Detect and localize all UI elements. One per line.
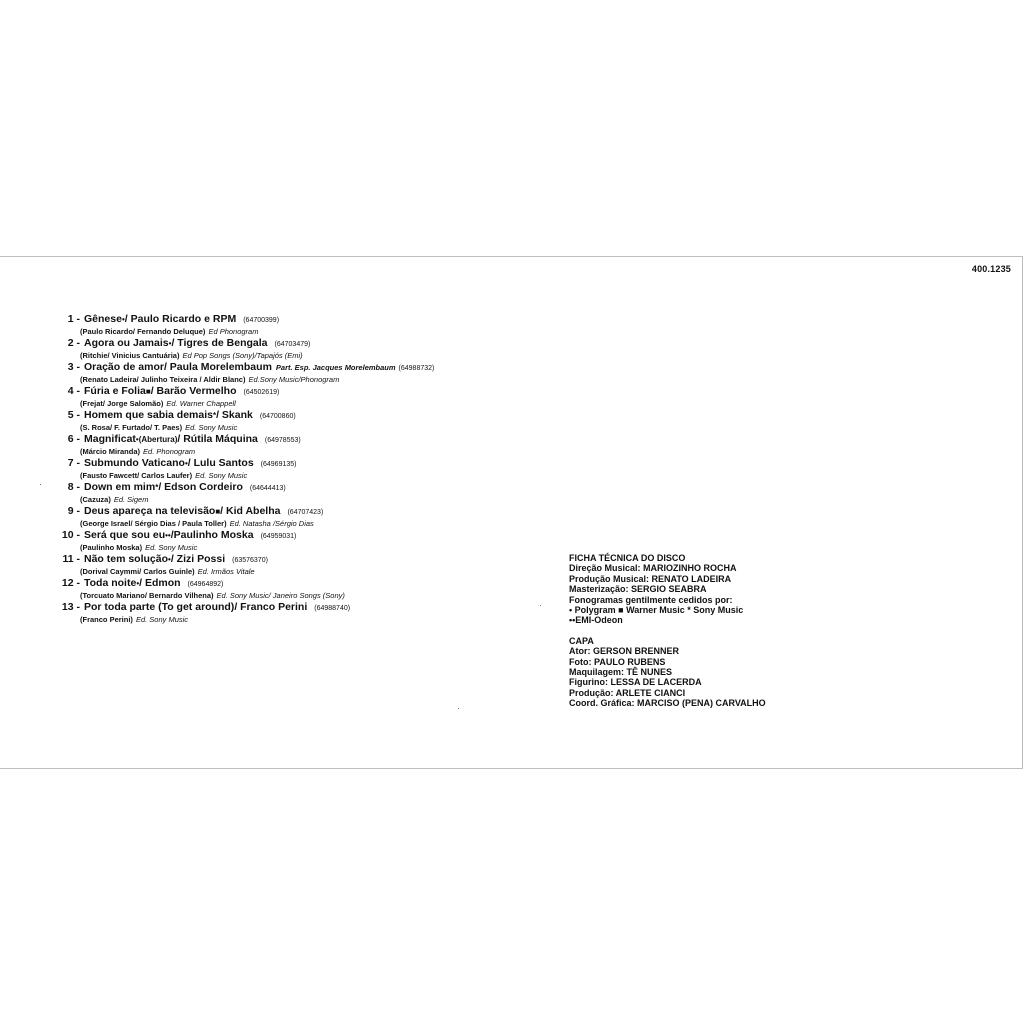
track-artist: / Edson Cordeiro — [158, 481, 243, 493]
print-speck — [458, 708, 459, 709]
track-item — [56, 577, 536, 601]
credit-figurino: Figurino: LESSA DE LACERDA — [569, 677, 702, 688]
track-number: 11 - — [62, 553, 80, 565]
track-artist: / Edmon — [139, 577, 181, 589]
track-artist: / Zizi Possi — [170, 553, 226, 565]
track-credit-line — [56, 495, 536, 505]
track-number: 13 - — [61, 601, 80, 613]
track-authors: (Fausto Fawcett/ Carlos Laufer) — [80, 471, 193, 480]
track-number: 7 - — [67, 457, 80, 469]
track-credit-line — [56, 591, 536, 601]
label-mark: • — [168, 555, 171, 564]
track-title: Não tem solução — [84, 553, 169, 565]
print-speck — [540, 605, 541, 606]
credits-block — [569, 553, 766, 709]
track-list — [56, 313, 536, 625]
track-publisher: Ed. Sony Music — [195, 471, 248, 480]
track-artist: /Paulinho Moska — [170, 529, 254, 541]
track-artist: / Kid Abelha — [220, 505, 281, 517]
label-mark: •• — [165, 531, 171, 540]
track-title-line — [56, 361, 536, 375]
track-number: 12 - — [61, 577, 80, 589]
track-publisher: Ed. Sigem — [113, 495, 149, 504]
track-title-line — [56, 577, 536, 591]
track-authors: (George Israel/ Sérgio Dias / Paula Toller) — [80, 519, 227, 528]
track-title-line — [56, 409, 536, 423]
track-code: (64700860) — [259, 413, 296, 420]
track-artist: / Franco Perini — [234, 601, 308, 613]
track-title: Magnificat — [84, 433, 136, 445]
track-artist: / Lulu Santos — [187, 457, 254, 469]
track-publisher: Ed. Sony Music — [185, 423, 238, 432]
credit-producao: Produção Musical: RENATO LADEIRA — [569, 573, 732, 584]
track-title: Oração de amor — [84, 361, 164, 373]
credit-coord: Coord. Gráfica: MARCISO (PENA) CARVALHO — [569, 698, 766, 709]
track-title-line — [56, 481, 536, 495]
credit-direcao: Direção Musical: MARIOZINHO ROCHA — [569, 563, 737, 574]
track-code: (64707423) — [287, 509, 324, 516]
track-title: Down em mim — [84, 481, 156, 493]
track-title: Toda noite — [84, 577, 137, 589]
label-mark: ■ — [215, 507, 221, 516]
track-title-line — [56, 601, 536, 615]
track-publisher: Ed. Phonogram — [143, 447, 196, 456]
credit-masterizacao: Masterização: SERGIO SEABRA — [569, 584, 707, 595]
label-mark: * — [212, 411, 217, 420]
track-number: 1 - — [67, 313, 80, 325]
track-title-line — [56, 505, 536, 519]
track-title-line — [56, 457, 536, 471]
label-mark: ■ — [145, 387, 151, 396]
track-authors: (Cazuza) — [80, 495, 111, 504]
track-publisher: Ed. Sony Music/ Janeiro Songs (Sony) — [216, 591, 345, 600]
track-authors: (S. Rosa/ F. Furtado/ T. Paes) — [80, 423, 183, 432]
track-code: (64959031) — [260, 533, 297, 540]
track-title: Gênese — [84, 313, 122, 325]
track-code: (63576370) — [232, 557, 268, 564]
track-item — [56, 601, 536, 625]
track-title: Submundo Vaticano — [84, 457, 185, 469]
track-credit-line — [56, 543, 536, 553]
track-item — [56, 361, 536, 385]
labels-line-2: ••EMI-Odeon — [569, 615, 623, 626]
credit-capa-producao: Produção: ARLETE CIANCI — [569, 687, 686, 698]
track-publisher: Ed. Irmãos Vitale — [197, 567, 255, 576]
ficha-heading: FICHA TÉCNICA DO DISCO — [569, 553, 686, 563]
label-mark: • — [168, 339, 172, 348]
track-code: (64703479) — [274, 341, 311, 348]
track-authors: (Paulinho Moska) — [80, 543, 143, 552]
track-code: (64700399) — [243, 317, 280, 324]
track-artist: / Tigres de Bengala — [171, 337, 268, 349]
track-code: (64964892) — [187, 581, 224, 588]
track-number: 3 - — [67, 361, 80, 373]
track-title: Será que sou eu — [84, 529, 166, 541]
track-credit-line — [56, 471, 536, 481]
track-authors: (Renato Ladeira/ Julinho Teixeira / Aldir Blanc) — [80, 375, 246, 384]
track-code: (64978553) — [264, 437, 301, 444]
track-artist: / Paulo Ricardo e RPM — [124, 313, 237, 325]
track-number: 6 - — [67, 433, 80, 445]
track-authors: (Ritchie/ Vinicius Cantuária) — [80, 351, 180, 360]
track-title-line — [56, 529, 536, 543]
catalog-number: 400.1235 — [971, 264, 1011, 274]
track-item — [56, 481, 536, 505]
track-code: (64969135) — [260, 461, 297, 468]
track-authors: (Paulo Ricardo/ Fernando Deluque) — [80, 327, 206, 336]
track-credit-line — [56, 327, 536, 337]
track-publisher: Ed. Warner Chappell — [166, 399, 236, 408]
track-item — [56, 505, 536, 529]
track-title-line — [56, 337, 536, 351]
track-item — [56, 433, 536, 457]
track-item — [56, 337, 536, 361]
track-publisher: Ed. Sony Music — [135, 615, 189, 624]
track-number: 4 - — [67, 385, 80, 397]
track-artist: / Skank — [216, 409, 253, 421]
track-number: 5 - — [67, 409, 80, 421]
track-code: (64644413) — [249, 485, 286, 492]
credit-ator: Ator: GERSON BRENNER — [569, 646, 680, 657]
track-publisher: Ed.Sony Music/Phonogram — [248, 375, 340, 384]
track-authors: (Franco Perini) — [80, 615, 133, 624]
track-credit-line — [56, 423, 536, 433]
track-title-line — [56, 313, 536, 327]
track-title: Por toda parte (To get around) — [84, 601, 235, 613]
track-credit-line — [56, 615, 536, 625]
label-mark: • — [136, 579, 140, 588]
label-mark: •(Abertura) — [135, 435, 178, 444]
track-credit-line — [56, 351, 536, 361]
track-title: Fúria e Folia — [84, 385, 146, 397]
track-artist: / Barão Vermelho — [150, 385, 237, 397]
print-speck — [40, 484, 41, 485]
track-publisher: Ed Phonogram — [208, 327, 259, 336]
label-mark: • — [121, 315, 125, 324]
credit-maquilagem: Maquilagem: TÊ NUNES — [569, 667, 673, 678]
track-title-line — [56, 433, 536, 447]
track-number: 2 - — [67, 337, 80, 349]
track-item — [56, 553, 536, 577]
track-credit-line — [56, 375, 536, 385]
track-title-line — [56, 385, 536, 399]
capa-heading: CAPA — [569, 635, 594, 646]
label-mark: * — [155, 483, 159, 492]
track-credit-line — [56, 447, 536, 457]
track-authors: (Dorival Caymmi/ Carlos Guinle) — [80, 567, 195, 576]
track-code: (64988732) — [398, 365, 435, 372]
track-publisher: Ed. Sony Music — [145, 543, 198, 552]
track-item — [56, 409, 536, 433]
track-item — [56, 313, 536, 337]
track-title-line — [56, 553, 536, 567]
track-credit-line — [56, 399, 536, 409]
track-publisher: Ed. Natasha /Sérgio Dias — [229, 519, 314, 528]
track-title: Homem que sabia demais — [84, 409, 213, 421]
track-code: (64988740) — [314, 605, 351, 612]
credit-foto: Foto: PAULO RUBENS — [569, 656, 666, 667]
track-item — [56, 457, 536, 481]
track-item — [56, 529, 536, 553]
track-artist: / Rútila Máquina — [177, 433, 258, 445]
track-authors: (Torcuato Mariano/ Bernardo Vilhena) — [80, 591, 214, 600]
track-number: 9 - — [67, 505, 80, 517]
label-mark: • — [184, 459, 188, 468]
labels-line-1: • Polygram ■ Warner Music * Sony Music — [569, 605, 744, 616]
track-code: (64502619) — [243, 389, 280, 396]
track-authors: (Frejat/ Jorge Salomão) — [80, 399, 164, 408]
track-participation: Part. Esp. Jacques Morelembaum — [275, 363, 396, 372]
track-authors: (Márcio Miranda) — [80, 447, 141, 456]
track-artist: / Paula Morelembaum — [163, 361, 272, 373]
track-title: Agora ou Jamais — [84, 337, 169, 349]
credit-fonogramas: Fonogramas gentilmente cedidos por: — [569, 594, 733, 605]
track-credit-line — [56, 519, 536, 529]
track-number: 10 - — [61, 529, 80, 541]
track-number: 8 - — [67, 481, 80, 493]
track-credit-line — [56, 567, 536, 577]
track-publisher: Ed Pop Songs (Sony)/Tapajós (Emi) — [182, 351, 303, 360]
track-title: Deus apareça na televisão — [84, 505, 216, 517]
track-item — [56, 385, 536, 409]
